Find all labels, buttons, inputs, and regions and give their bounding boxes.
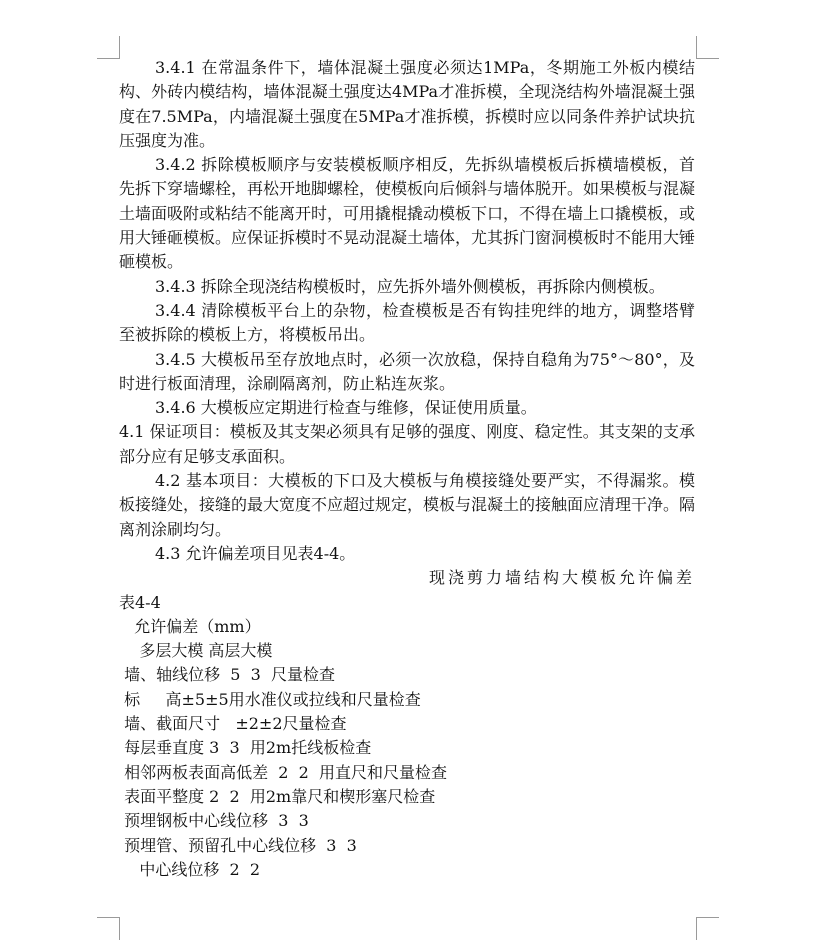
paragraph: 4.2 基本项目：大模板的下口及大模板与角模接缝处要严实，不得漏浆。模板接缝处，接缝的最大宽度不应超过规定，模板与混凝土的接触面应清理干净。隔离剂涂刷均匀。	[119, 471, 696, 539]
table-row: 中心线位移 2 2	[119, 859, 261, 879]
table-row: 墙、轴线位移 5 3 尺量检查	[119, 665, 335, 685]
tolerance-table	[119, 615, 695, 882]
paragraph: 3.4.1 在常温条件下，墙体混凝土强度必须达1MPa，冬期施工外板内模结构、外砖内模结构，墙体混凝土强度达4MPa才准拆模，全现浇结构外墙混凝土强度在7.5MPa，内墙混凝土强度在5MPa才准拆模，拆模时应以同条件养护试块抗压强度为准。	[119, 58, 695, 150]
margin-corner-top-left	[97, 36, 120, 59]
table-title: 现浇剪力墙结构大模板允许偏差	[428, 568, 695, 588]
table-row: 预埋管、预留孔中心线位移 3 3	[119, 835, 357, 855]
paragraph: 3.4.6 大模板应定期进行检查与维修，保证使用质量。	[155, 398, 537, 418]
margin-corner-bottom-left	[97, 917, 120, 940]
table-row: 多层大模 高层大模	[119, 641, 273, 661]
margin-corner-bottom-right	[696, 917, 719, 940]
margin-corner-top-right	[696, 36, 719, 59]
table-caption	[119, 566, 695, 615]
table-row: 每层垂直度 3 3 用2m托线板检查	[119, 738, 372, 758]
table-row: 表面平整度 2 2 用2m靠尺和楔形塞尺检查	[119, 786, 436, 806]
table-row: 墙、截面尺寸 ±2±2尺量检查	[119, 714, 347, 734]
table-row: 相邻两板表面高低差 2 2 用直尺和尺量检查	[119, 762, 447, 782]
paragraph: 3.4.2 拆除模板顺序与安装模板顺序相反，先拆纵墙模板后拆横墙模板，首先拆下穿墙螺栓，再松开地脚螺栓，使模板向后倾斜与墙体脱开。如果模板与混凝土墙面吸附或粘结不能离开时，可用撬棍撬动模板下口，不得在墙上口撬模板，或用大锤砸模板。应保证拆模时不晃动混凝土墙体，尤其拆门窗洞模板时不能用大锤砸模板。	[119, 155, 696, 272]
paragraph: 4.3 允许偏差项目见表4-4。	[155, 543, 356, 563]
table-number: 表4-4	[119, 592, 161, 612]
table-row: 预埋钢板中心线位移 3 3	[119, 811, 309, 831]
paragraph: 3.4.5 大模板吊至存放地点时，必须一次放稳，保持自稳角为75°～80°，及时进行板面清理，涂刷隔离剂，防止粘连灰浆。	[119, 349, 695, 393]
paragraph: 3.4.4 清除模板平台上的杂物，检查模板是否有钩挂兜绊的地方，调整塔臂至被拆除的模板上方，将模板吊出。	[119, 300, 695, 345]
document-body	[119, 56, 695, 882]
paragraph: 3.4.3 拆除全现浇结构模板时，应先拆外墙外侧模板，再拆除内侧模板。	[155, 276, 665, 296]
table-row: 允许偏差（mm）	[119, 616, 261, 636]
table-row: 标 高±5±5用水准仪或拉线和尺量检查	[119, 689, 421, 709]
paragraph: 4.1 保证项目：模板及其支架必须具有足够的强度、刚度、稳定性。其支架的支承部分应有足够支承面积。	[119, 422, 695, 466]
